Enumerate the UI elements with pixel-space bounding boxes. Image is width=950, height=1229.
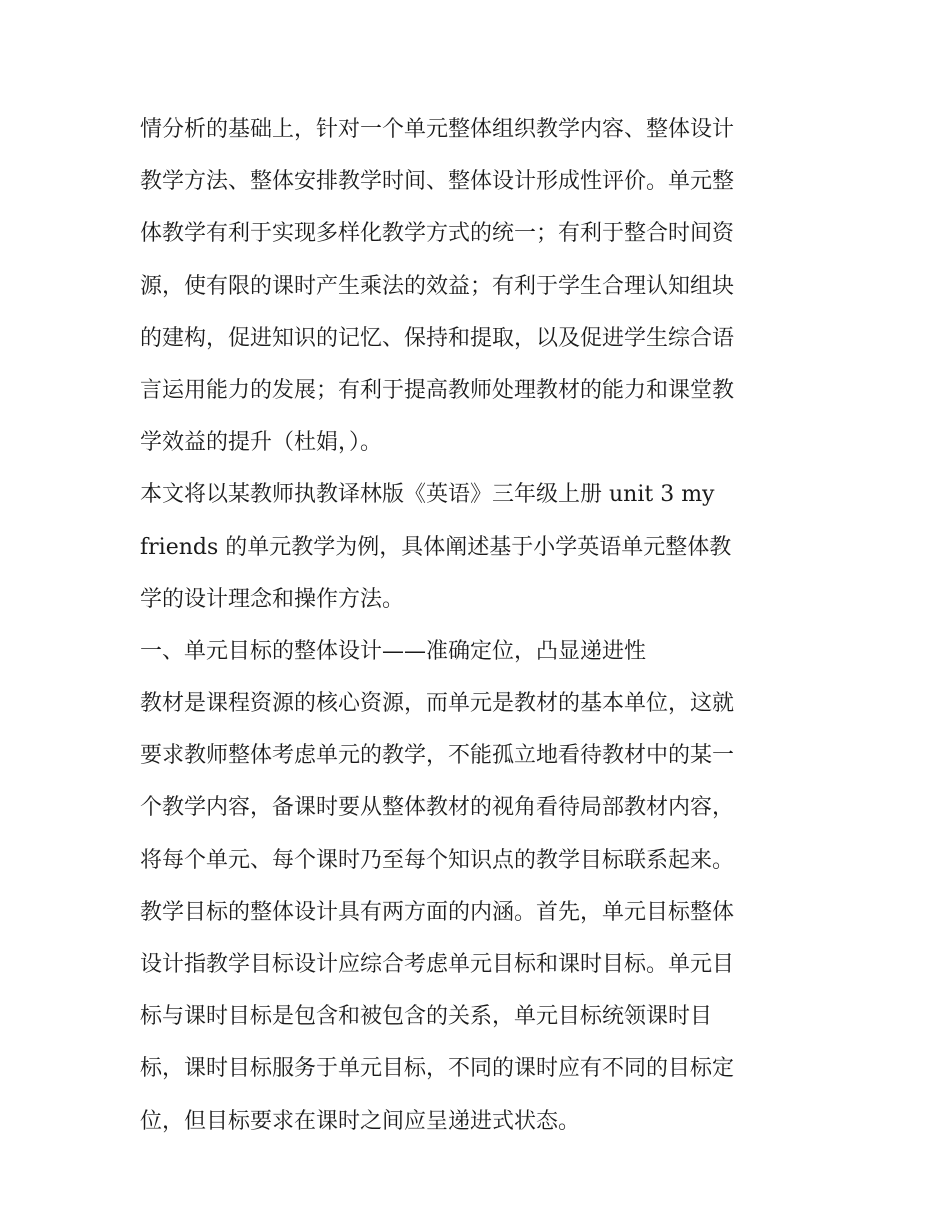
text-line-2: 教学方法、整体安排教学时间、整体设计形成性评价。单元整 (140, 169, 735, 195)
text-line-17: 设计指教学目标设计应综合考虑单元目标和课时目标。单元目 (140, 952, 735, 977)
text-line-8: 本文将以某教师执教译林版《英语》三年级上册 unit 3 my (140, 482, 715, 508)
text-line-14: 个教学内容，备课时要从整体教材的视角看待局部教材内容， (140, 795, 735, 821)
text-line-7: 学效益的提升（杜娟，）。 (140, 430, 383, 456)
text-line-20: 位，但目标要求在课时之间应呈递进式状态。 (140, 1108, 581, 1134)
text-line-19: 标，课时目标服务于单元目标，不同的课时应有不同的目标定 (140, 1056, 735, 1082)
text-line-18: 标与课时目标是包含和被包含的关系，单元目标统领课时目 (140, 1004, 713, 1030)
text-line-12: 教材是课程资源的核心资源，而单元是教材的基本单位，这就 (140, 691, 735, 717)
text-line-13: 要求教师整体考虑单元的教学，不能孤立地看待教材中的某一 (140, 743, 735, 769)
text-line-16: 教学目标的整体设计具有两方面的内涵。首先，单元目标整体 (140, 899, 735, 925)
text-line-3: 体教学有利于实现多样化教学方式的统一；有利于整合时间资 (140, 221, 735, 247)
text-line-5: 的建构，促进知识的记忆、保持和提取，以及促进学生综合语 (140, 325, 735, 351)
text-line-6: 言运用能力的发展；有利于提高教师处理教材的能力和课堂教 (140, 377, 735, 403)
text-line-9: friends 的单元教学为例，具体阐述基于小学英语单元整体教 (140, 534, 732, 560)
text-line-4: 源，使有限的课时产生乘法的效益；有利于学生合理认知组块 (140, 273, 735, 299)
section-heading: 一、单元目标的整体设计——准确定位，凸显递进性 (140, 638, 647, 664)
text-line-1: 情分析的基础上，针对一个单元整体组织教学内容、整体设计 (140, 117, 735, 142)
text-line-10: 学的设计理念和操作方法。 (140, 586, 405, 612)
text-line-15: 将每个单元、每个课时乃至每个知识点的教学目标联系起来。 (140, 847, 735, 873)
body-text (140, 104, 820, 1148)
